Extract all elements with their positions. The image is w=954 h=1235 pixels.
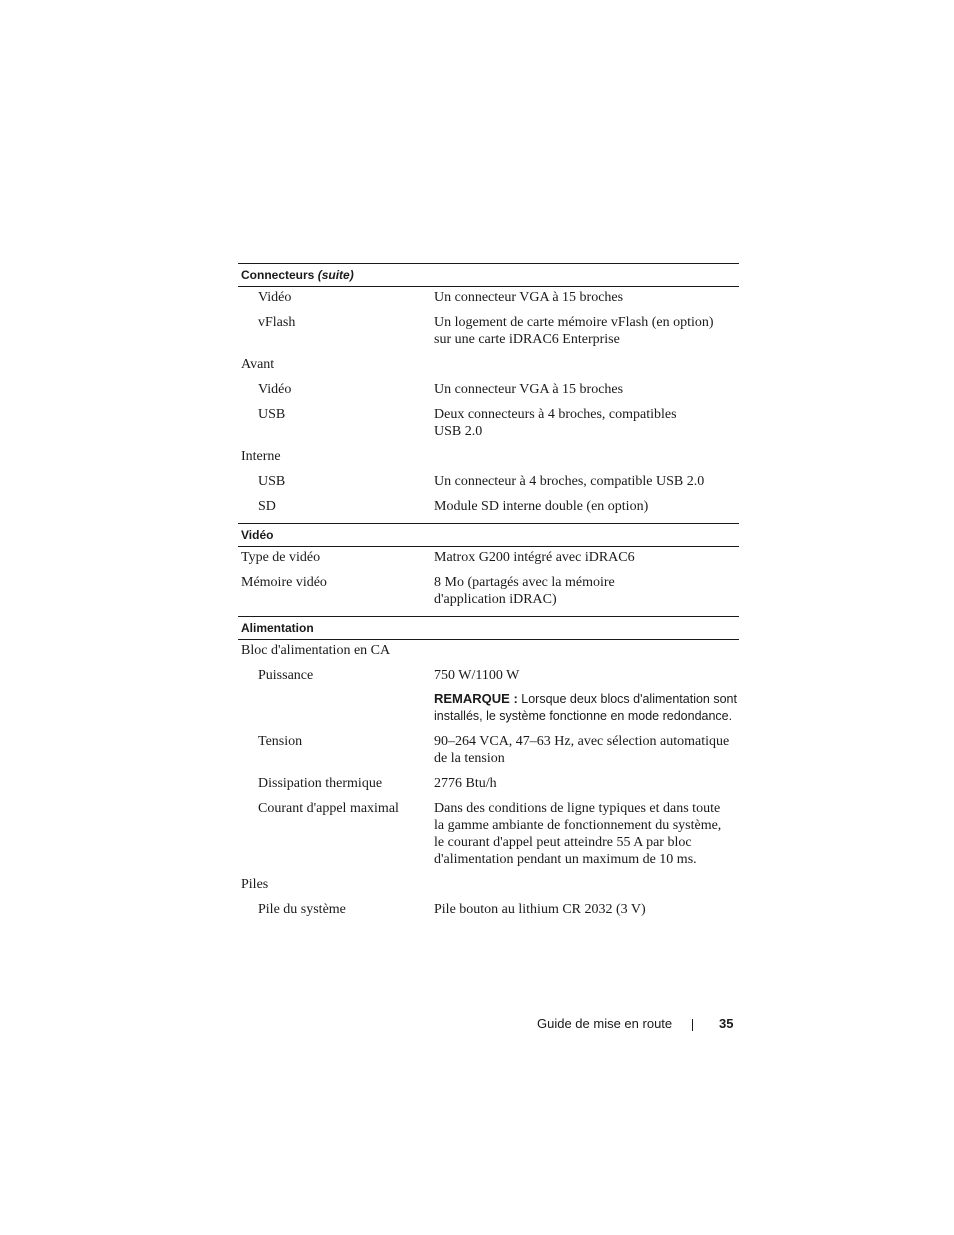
spec-label: Dissipation thermique bbox=[258, 776, 383, 791]
spec-label: Puissance bbox=[258, 668, 314, 683]
spec-value bbox=[434, 356, 739, 373]
spec-row bbox=[238, 356, 739, 373]
spec-row bbox=[238, 289, 739, 306]
spec-value: 2776 Btu/h bbox=[434, 776, 497, 791]
spec-label: SD bbox=[258, 499, 276, 514]
page-footer bbox=[537, 1014, 734, 1034]
spec-row bbox=[238, 498, 739, 515]
spec-label: Pile du système bbox=[258, 902, 346, 917]
note-text: Lorsque deux blocs d'alimentation sont installés, le système fonctionne en mode redondance. bbox=[434, 692, 737, 723]
spec-value: Pile bouton au lithium CR 2032 (3 V) bbox=[434, 902, 646, 917]
page-number: 35 bbox=[719, 1016, 734, 1031]
section-title: Vidéo bbox=[241, 528, 274, 542]
section-body bbox=[238, 289, 739, 523]
spec-group-label: Bloc d'alimentation en CA bbox=[241, 643, 391, 658]
spec-value: Un connecteur à 4 broches, compatible USB 2.0 bbox=[434, 474, 705, 489]
spec-row bbox=[238, 473, 739, 490]
spec-value: Deux connecteurs à 4 broches, compatibles USB 2.0 bbox=[434, 407, 677, 439]
spec-label: USB bbox=[258, 474, 286, 489]
section-heading bbox=[238, 263, 739, 287]
spec-value: Un connecteur VGA à 15 broches bbox=[434, 290, 624, 305]
spec-row bbox=[238, 775, 739, 792]
spec-group-label: Interne bbox=[241, 449, 281, 464]
section-heading bbox=[238, 523, 739, 547]
spec-label: USB bbox=[258, 407, 286, 422]
spec-label: Courant d'appel maximal bbox=[258, 801, 399, 816]
spec-row bbox=[238, 901, 739, 918]
spec-value: Un logement de carte mémoire vFlash (en option) sur une carte iDRAC6 Enterprise bbox=[434, 315, 714, 347]
spec-row bbox=[238, 448, 739, 465]
spec-value: Matrox G200 intégré avec iDRAC6 bbox=[434, 550, 635, 565]
spec-value: 90–264 VCA, 47–63 Hz, avec sélection automatique de la tension bbox=[434, 734, 730, 766]
section-title-suffix: (suite) bbox=[317, 268, 354, 282]
spec-row bbox=[238, 642, 739, 659]
note-label: REMARQUE : bbox=[434, 691, 518, 706]
spec-value: Module SD interne double (en option) bbox=[434, 499, 649, 514]
spec-row bbox=[238, 876, 739, 893]
spec-value: 8 Mo (partagés avec la mémoire d'application iDRAC) bbox=[434, 575, 615, 607]
section-title: Alimentation bbox=[241, 621, 314, 635]
spec-row bbox=[238, 800, 739, 868]
footer-guide-title: Guide de mise en route bbox=[537, 1016, 673, 1031]
section-body bbox=[238, 642, 739, 926]
spec-group-label: Mémoire vidéo bbox=[241, 575, 327, 590]
section-body bbox=[238, 549, 739, 616]
spec-row bbox=[238, 381, 739, 398]
spec-row bbox=[238, 549, 739, 566]
spec-label: Tension bbox=[258, 734, 303, 749]
spec-value: 750 W/1100 W bbox=[434, 668, 520, 683]
section-heading bbox=[238, 616, 739, 640]
spec-row bbox=[238, 733, 739, 767]
spec-row bbox=[238, 667, 739, 684]
footer-separator bbox=[692, 1019, 693, 1031]
spec-row bbox=[238, 574, 739, 608]
spec-value: Un connecteur VGA à 15 broches bbox=[434, 382, 624, 397]
spec-label: vFlash bbox=[258, 315, 296, 330]
note bbox=[238, 690, 739, 725]
spec-row bbox=[238, 314, 739, 348]
spec-value: Dans des conditions de ligne typiques et dans toute la gamme ambiante de fonctionnement du système, le courant d'appel peut atteindre 55 A par bloc d'alimentation pendant un maximum de 10 ms. bbox=[434, 801, 722, 867]
section-title: Connecteurs bbox=[241, 268, 315, 282]
spec-table bbox=[238, 263, 739, 926]
spec-group-label: Piles bbox=[241, 877, 269, 892]
spec-value bbox=[434, 448, 739, 465]
spec-group-label: Avant bbox=[241, 357, 275, 372]
note-spacer bbox=[238, 690, 434, 725]
spec-value bbox=[434, 642, 739, 659]
spec-group-label: Type de vidéo bbox=[241, 550, 321, 565]
note-text-block bbox=[434, 690, 739, 725]
spec-label: Vidéo bbox=[258, 382, 292, 397]
spec-value bbox=[434, 876, 739, 893]
spec-label: Vidéo bbox=[258, 290, 292, 305]
spec-row bbox=[238, 406, 739, 440]
